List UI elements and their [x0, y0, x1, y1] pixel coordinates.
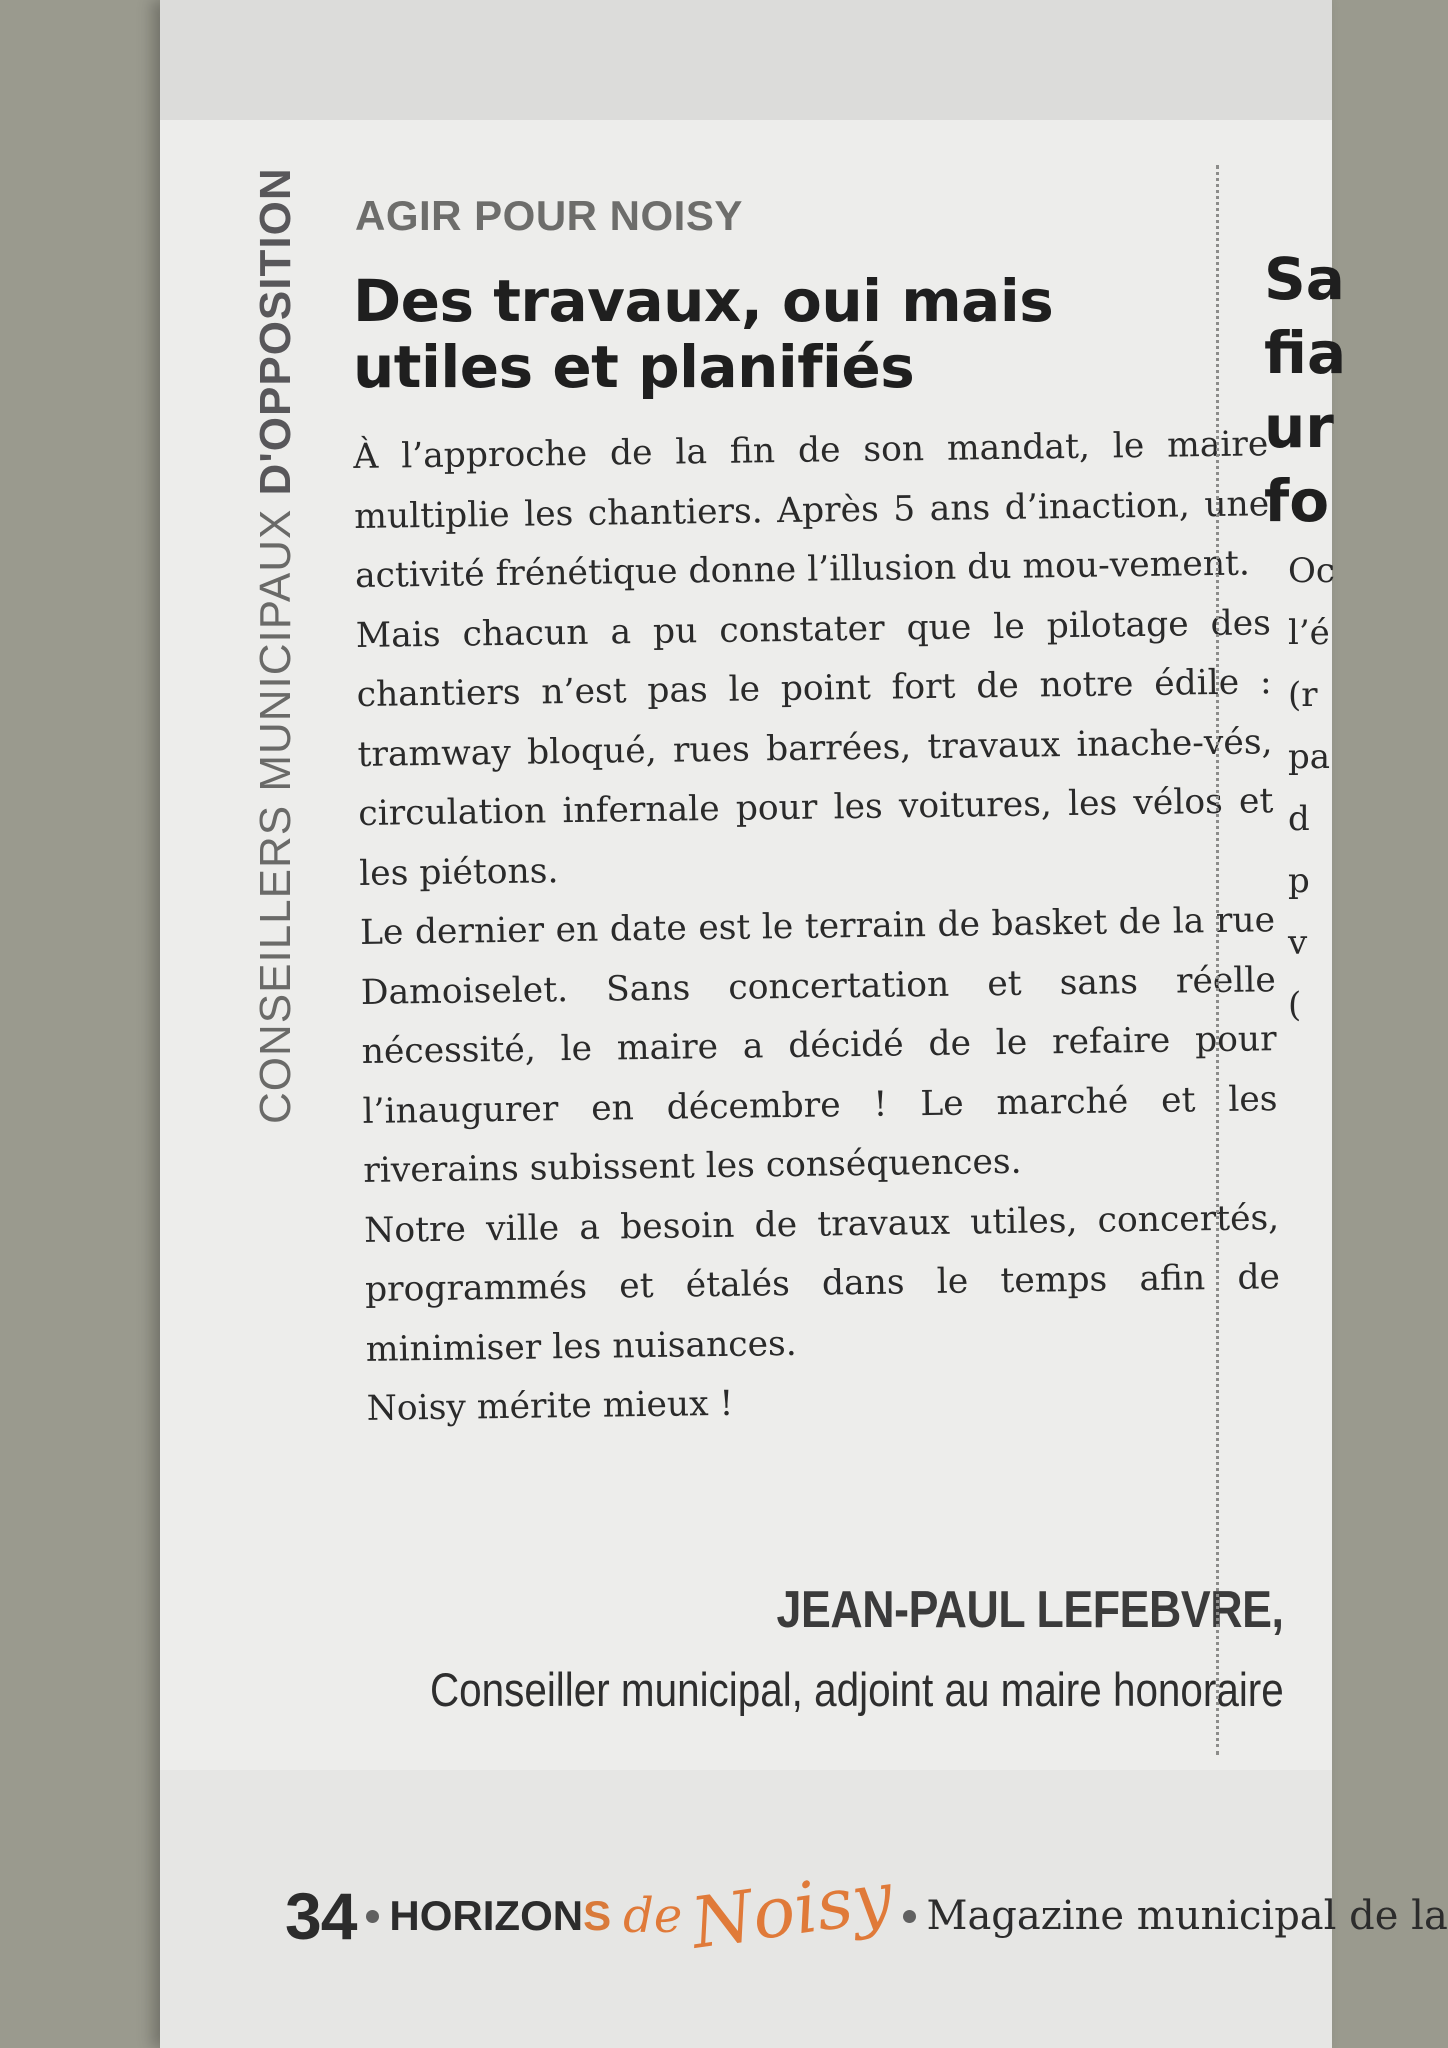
- next-article-body-fragment: [1288, 540, 1335, 1036]
- next-body-line: Oc: [1288, 551, 1335, 591]
- article-paragraph: Notre ville a besoin de travaux utiles, concertés, programmés et étalés dans le temps afin de minimiser les nuisances.: [363, 1197, 1281, 1370]
- next-body-line: v: [1288, 923, 1308, 963]
- article-paragraph: À l’approche de la fin de son mandat, le maire multiplie les chantiers. Après 5 ans d’inaction, une activité frénétique donne l’illusion du mou-vement.: [353, 424, 1270, 596]
- next-title-line: ur: [1264, 393, 1334, 461]
- column-divider: [1216, 165, 1219, 1755]
- brand-noisy-script: Noisy: [686, 1855, 898, 1965]
- political-group-name: AGIR POUR NOISY: [355, 192, 743, 239]
- article-title: [353, 268, 1113, 400]
- section-vertical-label: [250, 167, 302, 1124]
- article-paragraph: Noisy mérite mieux !: [366, 1383, 734, 1429]
- next-article-title-fragment: [1264, 242, 1346, 538]
- author-name: JEAN-PAUL LEFEBVRE,: [776, 1581, 1284, 1639]
- next-title-line: Sa: [1264, 245, 1345, 313]
- brand-de-script: de: [623, 1888, 683, 1944]
- next-body-line: (r: [1288, 675, 1318, 715]
- article-title-line: Des travaux, oui mais: [353, 267, 1054, 335]
- section-label-prefix: CONSEILLERS MUNICIPAUX: [251, 495, 300, 1124]
- page-footer: [285, 1855, 1448, 1965]
- next-body-line: p: [1288, 861, 1310, 901]
- next-body-line: pa: [1288, 737, 1331, 777]
- magazine-tagline: Magazine municipal de la: [926, 1893, 1448, 1939]
- brand-name: HORIZON: [389, 1892, 584, 1939]
- next-body-line: d: [1288, 799, 1310, 839]
- section-label-emphasis: D'OPPOSITION: [251, 167, 300, 496]
- author-role: Conseiller municipal, adjoint au maire honoraire: [430, 1663, 1284, 1716]
- next-title-line: fo: [1264, 467, 1330, 535]
- magazine-page: [160, 0, 1448, 2048]
- bullet-icon: [366, 1910, 379, 1923]
- page-number: 34: [285, 1879, 357, 1953]
- article-paragraph: Mais chacun a pu constater que le pilotage des chantiers n’est pas le point fort de notre édile : tramway bloqué, rues barrées, travaux inache-vés, circulation infernale pour les voitures, les vélos et les piétons.: [355, 602, 1274, 894]
- next-title-line: fia: [1264, 319, 1347, 387]
- previous-section-band: [160, 0, 1332, 120]
- article-paragraph: Le dernier en date est le terrain de basket de la rue Damoiselet. Sans concertation et sans réelle nécessité, le maire a décidé de le refaire pour l’inaugurer en décembre ! Le marché et les riverains subissent les conséquences.: [359, 900, 1278, 1191]
- next-body-line: l’é: [1288, 613, 1330, 653]
- article-body: [353, 415, 1282, 1439]
- bullet-icon: [903, 1910, 916, 1923]
- next-body-line: (: [1288, 985, 1302, 1025]
- brand-name-s: S: [583, 1892, 612, 1939]
- article-title-line: utiles et planifiés: [353, 333, 915, 401]
- brand-logo: [389, 1892, 611, 1940]
